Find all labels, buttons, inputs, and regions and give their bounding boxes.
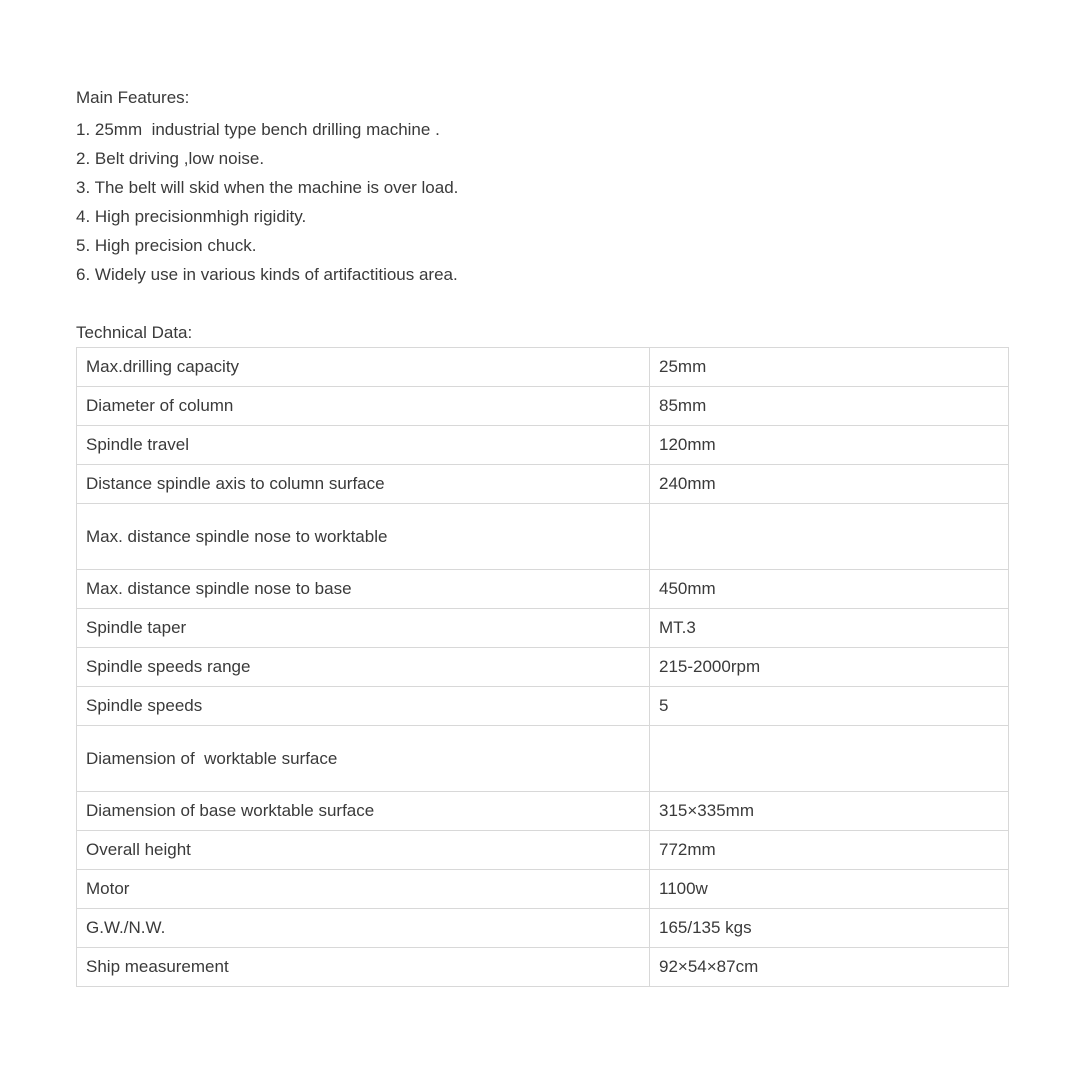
technical-data-table [76,347,1009,987]
spec-value-cell: 25mm [650,348,1009,387]
feature-item: 1. 25mm industrial type bench drilling machine . [76,120,440,139]
spec-name-cell: G.W./N.W. [77,909,650,948]
spec-value-cell: 1100w [650,870,1009,909]
spec-value-cell: 240mm [650,465,1009,504]
spec-value-cell [650,726,1009,792]
table-row [77,465,1009,504]
spec-name-cell: Overall height [77,831,650,870]
spec-name-cell: Motor [77,870,650,909]
technical-data-heading: Technical Data: [76,323,193,342]
spec-value-cell: 315×335mm [650,792,1009,831]
table-row [77,870,1009,909]
table-row [77,570,1009,609]
spec-name-cell: Spindle travel [77,426,650,465]
spec-name-cell: Max. distance spindle nose to worktable [77,504,650,570]
spec-value-cell: 215-2000rpm [650,648,1009,687]
table-row [77,426,1009,465]
spec-name-cell: Diamension of base worktable surface [77,792,650,831]
main-features-heading: Main Features: [76,88,190,107]
spec-name-cell: Ship measurement [77,948,650,987]
spec-value-cell: 450mm [650,570,1009,609]
table-row [77,687,1009,726]
main-features-list [76,117,458,291]
feature-item: 5. High precision chuck. [76,236,257,255]
spec-name-cell: Spindle speeds [77,687,650,726]
table-row [77,726,1009,792]
spec-name-cell: Spindle taper [77,609,650,648]
spec-value-cell: MT.3 [650,609,1009,648]
spec-value-cell [650,504,1009,570]
spec-value-cell: 92×54×87cm [650,948,1009,987]
table-row [77,609,1009,648]
spec-value-cell: 165/135 kgs [650,909,1009,948]
table-row [77,792,1009,831]
spec-name-cell: Spindle speeds range [77,648,650,687]
spec-value-cell: 5 [650,687,1009,726]
table-row [77,948,1009,987]
table-row [77,504,1009,570]
table-row [77,348,1009,387]
table-row [77,387,1009,426]
spec-name-cell: Diamension of worktable surface [77,726,650,792]
feature-item: 4. High precisionmhigh rigidity. [76,207,307,226]
table-row [77,831,1009,870]
spec-name-cell: Max.drilling capacity [77,348,650,387]
feature-item: 3. The belt will skid when the machine is over load. [76,178,459,197]
table-row [77,648,1009,687]
table-row [77,909,1009,948]
spec-name-cell: Distance spindle axis to column surface [77,465,650,504]
feature-item: 6. Widely use in various kinds of artifactitious area. [76,265,458,284]
spec-name-cell: Max. distance spindle nose to base [77,570,650,609]
spec-name-cell: Diameter of column [77,387,650,426]
spec-value-cell: 85mm [650,387,1009,426]
spec-value-cell: 772mm [650,831,1009,870]
feature-item: 2. Belt driving ,low noise. [76,149,265,168]
spec-value-cell: 120mm [650,426,1009,465]
